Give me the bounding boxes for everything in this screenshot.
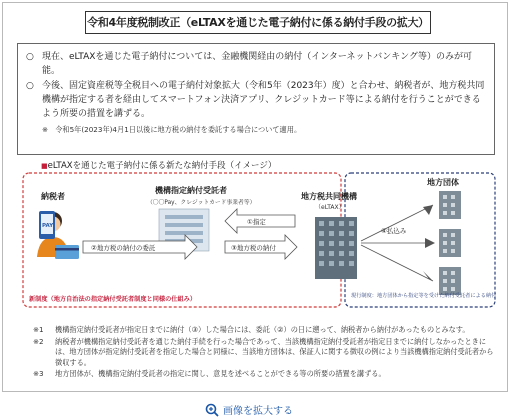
summary-note: ※ 令和5年(2023年)4月1日以後に地方税の納付を委託する場合について適用。 bbox=[42, 125, 302, 134]
square-icon: ■ bbox=[41, 162, 48, 170]
agent-label: 機構指定納付受託者 bbox=[155, 186, 227, 195]
step3-arrow bbox=[225, 235, 297, 259]
localgov-building-icon bbox=[439, 191, 461, 219]
current-system-label: 現行制度：地方団体から指定等を受けた納付受託者による納付 bbox=[351, 293, 497, 299]
step3-label: ③地方税の納付 bbox=[231, 244, 276, 252]
expand-image-label: 画像を拡大する bbox=[223, 406, 293, 417]
bullet-icon: ○ bbox=[26, 52, 34, 62]
note-text: 機構指定納付受託者が指定日までに納付（③）した場合には、委託（②）の日に遡って、納税者から納付があったものとみなす。 bbox=[55, 325, 470, 334]
expand-image-link[interactable] bbox=[205, 402, 293, 417]
summary-point-text: 今後、固定資産税等全税目への電子納付対象拡大（令和5年（2023年）度）と合わせ、納税者が、地方税共同機構が指定する者を経由してスマートフォン決済アプリ、クレジットカード等による納付を行うことができるよう所要の措置を講ずる。 bbox=[42, 81, 485, 119]
note-number: ※2 bbox=[33, 336, 44, 346]
agent-sublabel: （〇〇Pay、クレジットカード事業者等） bbox=[147, 200, 256, 206]
jointorg-building-icon bbox=[315, 217, 357, 279]
localgov-label: 地方団体 bbox=[427, 178, 459, 187]
note-text: 納税者が機構指定納付受託者を通じた納付手続を行った場合であって、当該機構指定納付受託者が指定日までに納付しなかったときには、地方団体が指定納付受託者を指定した場合と同様に、当該地方団体は、保証人に関する徴収の例により当該機構指定納付受託者から徴収する。 bbox=[55, 336, 494, 367]
credit-card-icon bbox=[55, 245, 79, 259]
note-item bbox=[33, 325, 495, 336]
section-title: ■eLTAXを通じた電子納付に係る新たな納付手段（イメージ） bbox=[41, 161, 277, 171]
localgov-building-icon bbox=[439, 229, 461, 257]
jointorg-label: 地方税共同機構 bbox=[301, 192, 357, 201]
step4-arrows bbox=[361, 205, 435, 281]
summary-point bbox=[26, 50, 486, 78]
step1-label: ①指定 bbox=[247, 218, 266, 226]
summary-point-text: 現在、eLTAXを通じた電子納付については、金融機関経由の納付（インターネットバンキング等）のみが可能。 bbox=[42, 52, 472, 76]
note-item bbox=[33, 337, 495, 369]
summary-point bbox=[26, 79, 486, 121]
note-number: ※3 bbox=[33, 369, 44, 378]
step1-arrow bbox=[225, 209, 295, 233]
bullet-icon: ○ bbox=[26, 81, 34, 91]
pay-text: PAY bbox=[42, 223, 54, 229]
note-text: 地方団体が、機構指定納付受託者の指定に関し、意見を述べることができる等の所要の措置を講ずる。 bbox=[55, 369, 386, 378]
figure-title: 令和4年度税制改正（eLTAXを通じた電子納付に係る納付手段の拡大） bbox=[85, 11, 431, 34]
smartphone-icon bbox=[39, 211, 55, 239]
notes-list bbox=[33, 325, 495, 381]
jointorg-sublabel: （eLTAX） bbox=[315, 204, 345, 211]
summary-box bbox=[17, 43, 495, 155]
step4-label: ④払込み bbox=[381, 227, 407, 235]
localgov-building-icon bbox=[439, 267, 461, 295]
figure-frame bbox=[2, 2, 508, 392]
payment-diagram bbox=[19, 171, 499, 323]
note-item bbox=[33, 369, 495, 380]
taxpayer-label: 納税者 bbox=[41, 192, 65, 201]
new-system-label: 新制度（地方自治法の指定納付受託者制度と同様の仕組み） bbox=[29, 296, 197, 303]
step2-label: ②地方税の納付の委託 bbox=[91, 244, 156, 252]
zoom-in-icon bbox=[205, 403, 219, 417]
note-number: ※1 bbox=[33, 325, 44, 334]
current-system-region bbox=[345, 173, 495, 307]
